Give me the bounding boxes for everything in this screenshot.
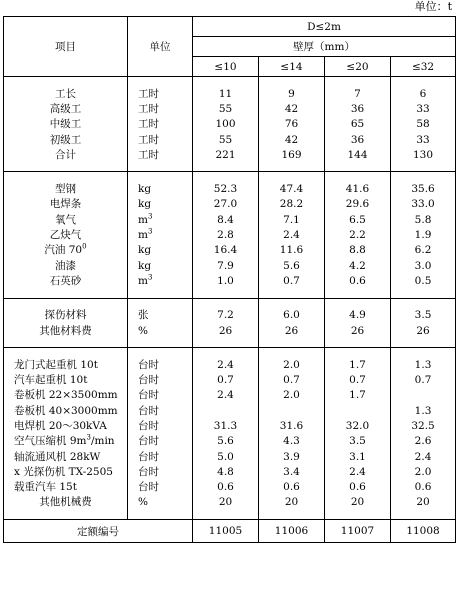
table-row (4, 308, 456, 323)
row-value: 20 (325, 495, 391, 510)
row-unit-text: 张 (138, 309, 149, 322)
header-diameter: D≤2m (193, 17, 456, 37)
row-value: 130 (391, 147, 456, 162)
row-value: 4.8 (193, 464, 259, 479)
table-row (4, 273, 456, 288)
row-value: 1.7 (325, 388, 391, 403)
row-value: 3.9 (259, 449, 325, 464)
row-value: 4.3 (259, 434, 325, 449)
row-value: 2.6 (391, 434, 456, 449)
row-unit-text: 台时 (138, 419, 159, 432)
row-value: 8.8 (325, 243, 391, 258)
row-unit (128, 227, 193, 242)
row-name (4, 273, 128, 288)
row-unit (128, 101, 193, 116)
row-value: 76 (259, 117, 325, 132)
row-value: 7.1 (259, 212, 325, 227)
table-row (4, 181, 456, 196)
row-value: 169 (259, 147, 325, 162)
row-unit-text: 台时 (138, 374, 159, 387)
row-value: 2.8 (193, 227, 259, 242)
table-row (4, 434, 456, 449)
row-value: 7 (325, 86, 391, 101)
row-name-text: 空气压缩机 9m (14, 435, 87, 448)
row-unit-text: 台时 (138, 435, 159, 448)
row-unit (128, 418, 193, 433)
row-unit (128, 197, 193, 212)
row-unit-text: 台时 (138, 481, 159, 494)
table-row (4, 227, 456, 242)
row-value: 3.1 (325, 449, 391, 464)
row-unit-text: 工时 (138, 102, 159, 115)
row-unit-superscript: 3 (147, 227, 153, 236)
row-name (4, 258, 128, 273)
row-name-text: 电焊机 20～30kVA (14, 419, 107, 432)
row-value: 7.2 (193, 308, 259, 323)
row-value: 5.8 (391, 212, 456, 227)
table-row (4, 132, 456, 147)
row-unit-text: % (138, 496, 148, 509)
header-col-2: ≤14 (259, 57, 325, 77)
row-value: 33 (391, 132, 456, 147)
row-name (4, 495, 128, 510)
row-unit (128, 181, 193, 196)
row-value: 0.6 (259, 480, 325, 495)
table-row (4, 403, 456, 418)
row-value: 65 (325, 117, 391, 132)
row-value: 3.4 (259, 464, 325, 479)
table-row (4, 86, 456, 101)
row-value: 33 (391, 101, 456, 116)
row-value: 2.4 (325, 464, 391, 479)
row-name-superscript: 0 (82, 242, 87, 251)
row-name (4, 147, 128, 162)
row-name (4, 434, 128, 449)
table-row (4, 372, 456, 387)
row-unit-text: kg (138, 183, 152, 196)
row-unit-superscript: 3 (147, 212, 153, 221)
row-value: 3.5 (391, 308, 456, 323)
row-value: 28.2 (259, 197, 325, 212)
footer-row (4, 520, 456, 543)
row-value: 26 (193, 323, 259, 338)
row-unit (128, 357, 193, 372)
row-name (4, 117, 128, 132)
row-value: 0.7 (259, 273, 325, 288)
row-value: 5.6 (259, 258, 325, 273)
row-value: 5.6 (193, 434, 259, 449)
row-value: 20 (391, 495, 456, 510)
row-value: 42 (259, 101, 325, 116)
row-name-text: 电焊条 (49, 198, 82, 211)
row-unit (128, 388, 193, 403)
table-row (4, 480, 456, 495)
row-value: 47.4 (259, 181, 325, 196)
unit-note: 单位：t (414, 0, 452, 13)
row-value: 11 (193, 86, 259, 101)
header-thickness: 壁厚（mm） (193, 37, 456, 57)
row-name (4, 357, 128, 372)
row-unit-text: 工时 (138, 118, 159, 131)
row-unit-text: 台时 (138, 450, 159, 463)
row-name-text: 汽车起重机 10t (14, 374, 88, 387)
row-unit-text: 台时 (138, 465, 159, 478)
row-name (4, 227, 128, 242)
table-row (4, 212, 456, 227)
table-row (4, 258, 456, 273)
row-value: 2.0 (259, 388, 325, 403)
table-row (4, 418, 456, 433)
row-unit-text: kg (138, 198, 152, 211)
row-name-text: 卷板机 22×3500mm (14, 389, 118, 402)
row-value: 35.6 (391, 181, 456, 196)
row-name (4, 449, 128, 464)
row-value: 55 (193, 132, 259, 147)
row-value: 1.0 (193, 273, 259, 288)
row-value: 31.6 (259, 418, 325, 433)
row-value: 1.3 (391, 357, 456, 372)
row-name-text: x 光探伤机 TX-2505 (14, 465, 113, 478)
row-value: 11.6 (259, 243, 325, 258)
row-value (325, 403, 391, 418)
row-value: 3.5 (325, 434, 391, 449)
row-value: 29.6 (325, 197, 391, 212)
row-name-text: 汽油 70 (44, 244, 83, 257)
row-value: 0.6 (391, 480, 456, 495)
row-value: 52.3 (193, 181, 259, 196)
row-unit-text: m (138, 213, 148, 226)
row-unit (128, 212, 193, 227)
row-value: 3.0 (391, 258, 456, 273)
row-value: 16.4 (193, 243, 259, 258)
row-unit-text: 台时 (138, 358, 159, 371)
row-value: 42 (259, 132, 325, 147)
row-name (4, 372, 128, 387)
row-unit (128, 464, 193, 479)
table-row (4, 147, 456, 162)
row-value: 8.4 (193, 212, 259, 227)
row-unit-text: kg (138, 259, 152, 272)
row-name-text: 石英砂 (49, 274, 82, 287)
quota-table (3, 16, 456, 543)
row-name-text: 龙门式起重机 10t (14, 358, 98, 371)
row-value: 9 (259, 86, 325, 101)
row-name-text: 载重汽车 15t (14, 481, 77, 494)
row-value: 6 (391, 86, 456, 101)
row-value: 2.4 (193, 357, 259, 372)
row-unit-text: 工时 (138, 133, 159, 146)
row-value: 0.6 (325, 480, 391, 495)
row-unit (128, 323, 193, 338)
table-row (4, 323, 456, 338)
row-value: 2.2 (325, 227, 391, 242)
quota-code: 11007 (325, 520, 391, 543)
row-unit (128, 132, 193, 147)
row-value: 0.7 (259, 372, 325, 387)
row-name (4, 181, 128, 196)
table-row (4, 464, 456, 479)
row-name-text: 卷板机 40×3000mm (14, 404, 118, 417)
row-name (4, 132, 128, 147)
row-name-text: 其他机械费 (39, 496, 92, 509)
row-value: 36 (325, 132, 391, 147)
row-name-text: 型钢 (55, 183, 76, 196)
row-value: 0.5 (391, 273, 456, 288)
row-name (4, 197, 128, 212)
row-name-text: 油漆 (55, 259, 76, 272)
row-unit (128, 403, 193, 418)
row-unit (128, 372, 193, 387)
row-value: 41.6 (325, 181, 391, 196)
table-row (4, 101, 456, 116)
row-unit (128, 147, 193, 162)
header-col-4: ≤32 (391, 57, 456, 77)
row-value: 36 (325, 101, 391, 116)
row-value: 4.2 (325, 258, 391, 273)
row-value: 33.0 (391, 197, 456, 212)
row-unit (128, 258, 193, 273)
row-value: 2.4 (193, 388, 259, 403)
row-name (4, 86, 128, 101)
row-unit-text: 工时 (138, 148, 159, 161)
row-name (4, 418, 128, 433)
row-value: 7.9 (193, 258, 259, 273)
row-value: 144 (325, 147, 391, 162)
row-value: 26 (325, 323, 391, 338)
row-unit-text: m (138, 229, 148, 242)
row-value: 2.4 (259, 227, 325, 242)
row-value: 1.9 (391, 227, 456, 242)
row-value (391, 388, 456, 403)
row-value: 6.2 (391, 243, 456, 258)
row-name-text: 工长 (55, 87, 76, 100)
header-item: 项目 (4, 17, 128, 77)
row-value: 2.4 (391, 449, 456, 464)
row-value: 100 (193, 117, 259, 132)
row-name-text: 高级工 (49, 102, 82, 115)
row-name-text: 合计 (55, 148, 76, 161)
table-row (4, 243, 456, 258)
row-name (4, 388, 128, 403)
row-value: 58 (391, 117, 456, 132)
table-row (4, 357, 456, 372)
row-name (4, 308, 128, 323)
row-name-text: 轴流通风机 28kW (14, 450, 101, 463)
row-unit-text: 台时 (138, 389, 159, 402)
row-unit (128, 449, 193, 464)
header-col-3: ≤20 (325, 57, 391, 77)
row-value: 0.7 (325, 372, 391, 387)
row-unit-text: % (138, 324, 148, 337)
row-value: 26 (259, 323, 325, 338)
table-row (4, 449, 456, 464)
row-unit (128, 273, 193, 288)
row-name (4, 480, 128, 495)
row-name-superscript: 3 (86, 433, 91, 442)
table-row (4, 117, 456, 132)
row-value: 2.0 (259, 357, 325, 372)
row-value (259, 403, 325, 418)
quota-code-label: 定额编号 (4, 520, 193, 543)
row-unit-superscript: 3 (147, 273, 153, 282)
quota-code: 11008 (391, 520, 456, 543)
quota-code: 11005 (193, 520, 259, 543)
row-value: 26 (391, 323, 456, 338)
row-value: 1.7 (325, 357, 391, 372)
row-name-text: 其他材料费 (39, 324, 92, 337)
row-value: 0.6 (193, 480, 259, 495)
row-name-text: 初级工 (49, 133, 82, 146)
row-name-text: 氧气 (55, 213, 76, 226)
row-value: 2.0 (391, 464, 456, 479)
row-name-text: 中级工 (49, 118, 82, 131)
row-value: 4.9 (325, 308, 391, 323)
row-unit-text: 工时 (138, 87, 159, 100)
table-row (4, 495, 456, 510)
row-value: 221 (193, 147, 259, 162)
quota-code: 11006 (259, 520, 325, 543)
row-value: 6.0 (259, 308, 325, 323)
row-value: 32.0 (325, 418, 391, 433)
row-name (4, 464, 128, 479)
row-name (4, 101, 128, 116)
row-unit-text: kg (138, 244, 152, 257)
row-value: 32.5 (391, 418, 456, 433)
row-value: 20 (193, 495, 259, 510)
row-value: 20 (259, 495, 325, 510)
row-name-text: 探伤材料 (44, 309, 87, 322)
table-row (4, 388, 456, 403)
row-unit (128, 117, 193, 132)
header-unit: 单位 (128, 17, 193, 77)
row-value: 31.3 (193, 418, 259, 433)
row-name (4, 323, 128, 338)
row-unit (128, 86, 193, 101)
row-value: 1.3 (391, 403, 456, 418)
row-value: 0.7 (193, 372, 259, 387)
row-value: 0.6 (325, 273, 391, 288)
table-row (4, 197, 456, 212)
row-unit (128, 495, 193, 510)
header-col-1: ≤10 (193, 57, 259, 77)
row-unit-text: 台时 (138, 404, 159, 417)
row-value: 5.0 (193, 449, 259, 464)
row-value: 27.0 (193, 197, 259, 212)
row-value: 0.7 (391, 372, 456, 387)
row-unit-text: m (138, 274, 148, 287)
row-unit (128, 434, 193, 449)
row-name (4, 212, 128, 227)
row-value: 55 (193, 101, 259, 116)
row-unit (128, 243, 193, 258)
row-unit (128, 308, 193, 323)
row-unit (128, 480, 193, 495)
row-name-suffix: /min (90, 435, 115, 448)
row-value: 6.5 (325, 212, 391, 227)
row-name-text: 乙炔气 (49, 229, 82, 242)
row-name (4, 403, 128, 418)
row-value (193, 403, 259, 418)
row-name (4, 243, 128, 258)
